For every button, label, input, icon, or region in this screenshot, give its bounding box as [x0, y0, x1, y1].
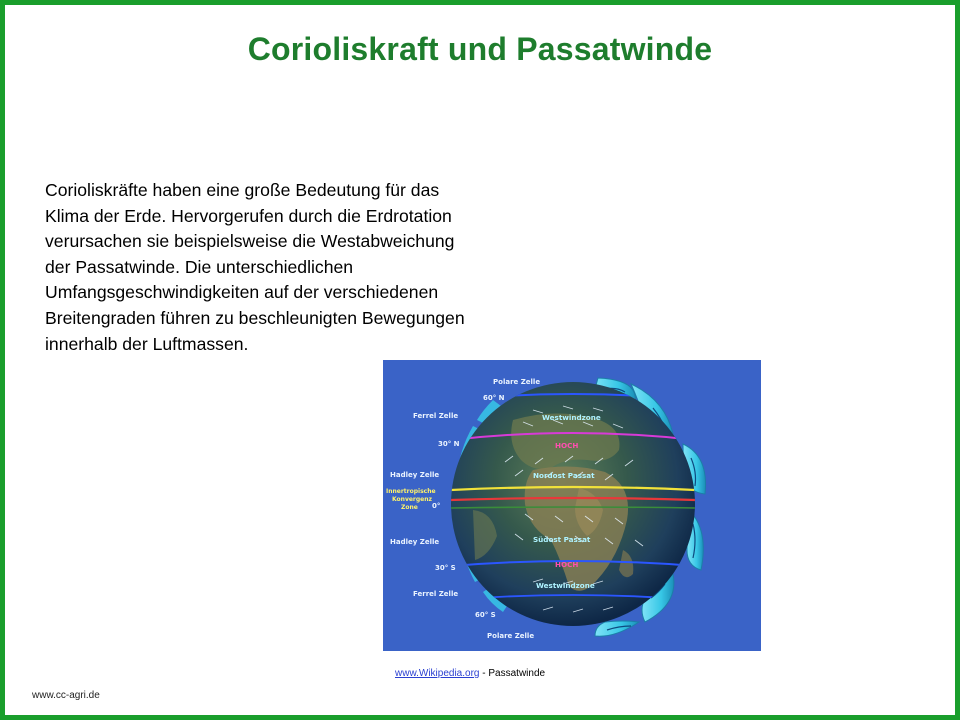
caption-text: - Passatwinde	[479, 668, 546, 679]
hadley-cell-bottom-label: Hadley Zelle	[390, 538, 440, 546]
paragraph-line: verursachen sie beispielsweise die Westabweichung	[45, 231, 455, 252]
slide-title: Corioliskraft und Passatwinde	[247, 31, 713, 67]
paragraph-line: Klima der Erde. Hervorgerufen durch die Erdrotation	[45, 205, 452, 226]
footer-url: www.cc-agri.de	[32, 690, 100, 701]
body-paragraph	[45, 178, 575, 357]
lat-30n-label: 30° N	[438, 440, 460, 448]
lat-30s-label: 30° S	[435, 564, 456, 572]
ferrel-cell-top-label: Ferrel Zelle	[413, 412, 459, 420]
itcz-label-line-3: Zone	[401, 504, 418, 511]
paragraph-line: Corioliskräfte haben eine große Bedeutung für das	[45, 180, 440, 200]
hoch-bottom-label: HOCH	[555, 560, 579, 569]
atmospheric-circulation-diagram	[383, 360, 761, 651]
lat-60s-label: 60° S	[475, 611, 496, 619]
globe	[451, 382, 695, 626]
wikipedia-link[interactable]: www.Wikipedia.org	[395, 668, 480, 679]
paragraph-line: Breitengraden führen zu beschleunigten Bewegungen	[45, 307, 465, 328]
hadley-cell-top-label: Hadley Zelle	[390, 471, 440, 479]
suedost-passat-label: Südost Passat	[533, 535, 591, 544]
itcz-label-line-2: Konvergenz	[392, 496, 433, 503]
figure-caption	[395, 668, 545, 679]
paragraph-line: Umfangsgeschwindigkeiten auf der verschiedenen	[45, 282, 439, 303]
paragraph-line: innerhalb der Luftmassen.	[45, 333, 249, 354]
passatwinde-figure	[383, 360, 761, 651]
nordost-passat-label: Nordost Passat	[533, 471, 595, 480]
polar-cell-bottom-label: Polare Zelle	[487, 632, 535, 640]
hoch-top-label: HOCH	[555, 441, 579, 450]
lat-60n-label: 60° N	[483, 394, 505, 402]
polar-cell-top-label: Polare Zelle	[493, 378, 541, 386]
ferrel-cell-bottom-label: Ferrel Zelle	[413, 590, 459, 598]
lat-0-label: 0°	[432, 502, 441, 510]
paragraph-line: der Passatwinde. Die unterschiedlichen	[45, 256, 354, 277]
itcz-label-line-1: Innertropische	[386, 488, 436, 495]
westwind-top-label: Westwindzone	[542, 413, 601, 422]
westwind-bottom-label: Westwindzone	[536, 581, 595, 590]
